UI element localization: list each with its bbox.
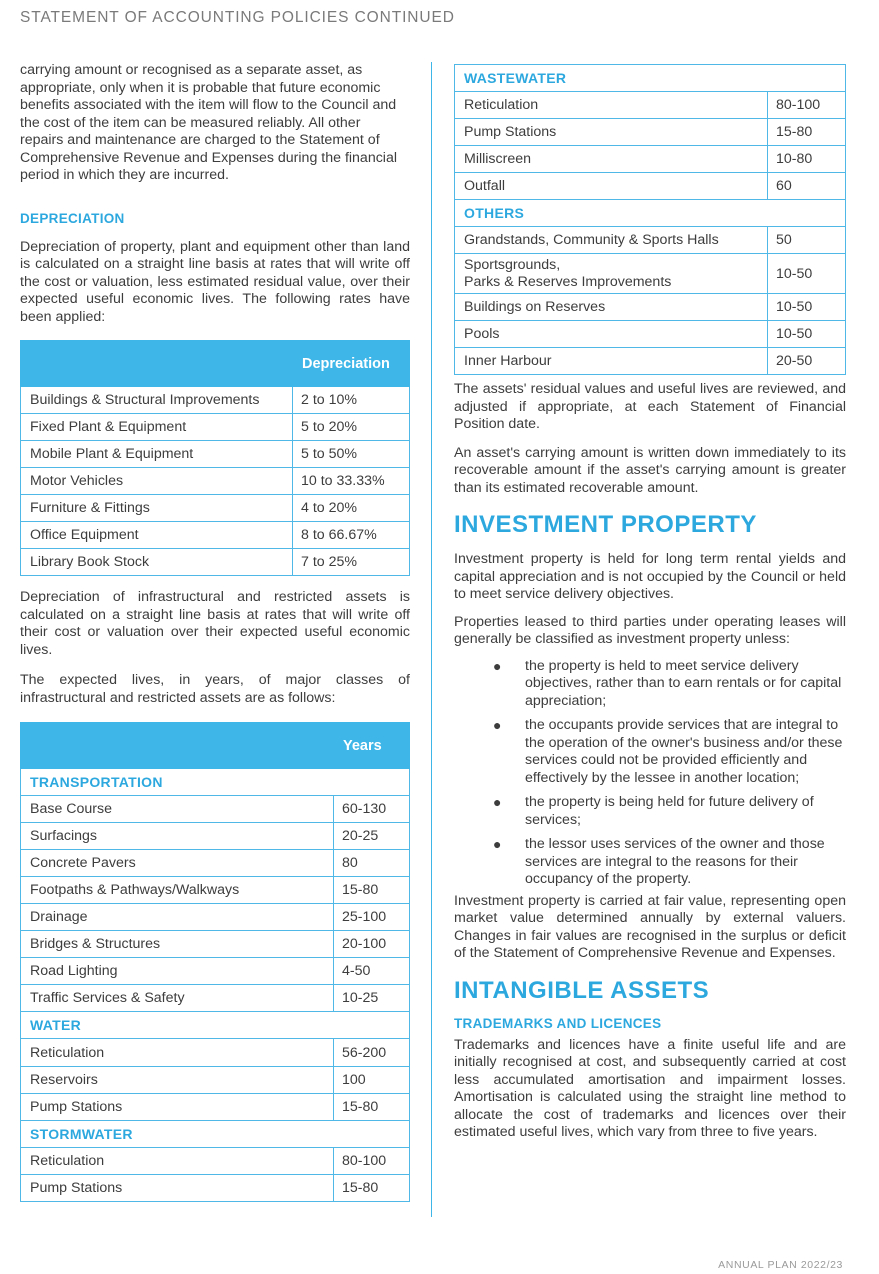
bullet-icon: ● [493,836,502,852]
row-label: Motor Vehicles [21,468,293,495]
row-value: 10-25 [334,985,410,1012]
row-label: Base Course [21,796,334,823]
table-row [21,931,410,958]
row-label: Pump Stations [21,1175,334,1202]
section-label: WASTEWATER [455,65,846,92]
row-value: 10-80 [768,146,846,173]
section-label: STORMWATER [21,1121,410,1148]
row-value: 50 [768,227,846,254]
page-footer: ANNUAL PLAN 2022/23 [718,1259,843,1271]
section-row-water [21,1012,410,1039]
row-value: 15-80 [334,1094,410,1121]
row-label: Reticulation [21,1148,334,1175]
table-header-row [21,341,410,387]
table-row [455,254,846,294]
row-label: Fixed Plant & Equipment [21,414,293,441]
depreciation-heading: DEPRECIATION [20,210,125,226]
row-value: 15-80 [768,119,846,146]
row-label: Office Equipment [21,522,293,549]
table-header-blank [21,723,334,769]
section-row-wastewater [455,65,846,92]
table-row [455,348,846,375]
list-item [454,717,846,787]
row-label: Buildings on Reserves [455,294,768,321]
row-value: 2 to 10% [293,387,410,414]
row-value: 80 [334,850,410,877]
intro-paragraph: carrying amount or recognised as a separate asset, as appropriate, only when it is probable that future economic benefits associated with the item will flow to the Council and the cost of the item can be measured reliably. All other repairs and maintenance are charged to the Statement of Comprehensive Revenue and Expenses during the financial period in which they are incurred. [20,62,397,183]
table-row [21,1039,410,1067]
table-header-row [21,723,410,769]
row-value: 5 to 20% [293,414,410,441]
table-row [21,1094,410,1121]
section-row-stormwater [21,1121,410,1148]
list-item [454,658,846,711]
row-value: 100 [334,1067,410,1094]
investment-paragraph-3: Investment property is carried at fair value, representing open market value determined annually by external valuers. Changes in fair values are recognised in the surplus or deficit of the Statement of Comprehensive Revenue and Expenses. [454,892,846,961]
depreciation-rates-table [20,340,410,576]
left-column [20,62,410,1202]
row-label: Surfacings [21,823,334,850]
table-row [455,92,846,119]
row-value: 4 to 20% [293,495,410,522]
table-row [21,823,410,850]
row-label: Concrete Pavers [21,850,334,877]
row-value: 10-50 [768,294,846,321]
row-label: Drainage [21,904,334,931]
table-row [21,904,410,931]
table-row [21,796,410,823]
row-label: Milliscreen [455,146,768,173]
row-value: 20-25 [334,823,410,850]
row-label: Reservoirs [21,1067,334,1094]
section-row-others [455,200,846,227]
row-value: 10-50 [768,254,846,294]
list-item [454,794,846,829]
list-item-text: the property is being held for future delivery of services; [525,794,814,828]
row-value: 10-50 [768,321,846,348]
row-value: 60-130 [334,796,410,823]
trademarks-paragraph: Trademarks and licences have a finite useful life and are initially recognised at cost, and subsequently carried at cost less accumulated amortisation and impairment losses. Amortisation is calculated using the straight line method to allocate the cost of trademarks and licences over their estimated useful lives, which vary from three to five years. [454,1036,846,1140]
row-value: 25-100 [334,904,410,931]
expected-lives-table-continued [454,64,846,375]
row-label: Inner Harbour [455,348,768,375]
intangible-assets-heading: INTANGIBLE ASSETS [454,976,710,1004]
row-label: Buildings & Structural Improvements [21,387,293,414]
expected-lives-table [20,722,410,1202]
row-label: Bridges & Structures [21,931,334,958]
row-value: 7 to 25% [293,549,410,576]
list-item [454,836,846,889]
table-row [21,549,410,576]
table-row [21,985,410,1012]
row-value: 8 to 66.67% [293,522,410,549]
row-label: Mobile Plant & Equipment [21,441,293,468]
investment-property-heading: INVESTMENT PROPERTY [454,511,757,538]
row-value: 56-200 [334,1039,410,1067]
trademarks-heading: TRADEMARKS AND LICENCES [454,1015,662,1031]
row-label: Outfall [455,173,768,200]
list-item-text: the property is held to meet service delivery objectives, rather than to earn rentals or for capital appreciation; [525,657,842,709]
expected-lives-paragraph: The expected lives, in years, of major classes of infrastructural and restricted assets are as follows: [20,672,410,706]
bullet-icon: ● [493,717,502,733]
section-label: WATER [21,1012,410,1039]
investment-conditions-list [454,658,846,889]
row-value: 60 [768,173,846,200]
table-row [21,441,410,468]
bullet-icon: ● [493,657,502,674]
row-label-line2: Parks & Reserves Improvements [464,273,672,290]
table-row [455,173,846,200]
column-divider [431,62,432,1217]
table-header-blank [21,341,293,387]
row-value: 20-100 [334,931,410,958]
bullet-icon: ● [493,794,502,810]
table-row [21,468,410,495]
row-value: 20-50 [768,348,846,375]
row-label: Grandstands, Community & Sports Halls [455,227,768,254]
table-row [21,387,410,414]
row-value: 80-100 [334,1148,410,1175]
infrastructure-paragraph: Depreciation of infrastructural and restricted assets is calculated on a straight line basis at rates that will write off their cost or valuation over their expected useful economic lives. [20,589,410,658]
table-row [455,321,846,348]
table-row [455,227,846,254]
row-value: 10 to 33.33% [293,468,410,495]
table-row [455,119,846,146]
row-value: 15-80 [334,1175,410,1202]
carrying-amount-paragraph: An asset's carrying amount is written down immediately to its recoverable amount if the asset's carrying amount is greater than its estimated recoverable amount. [454,444,846,496]
right-column [454,64,846,1142]
row-value: 5 to 50% [293,441,410,468]
row-label: Road Lighting [21,958,334,985]
table-row [21,1148,410,1175]
page-header: STATEMENT OF ACCOUNTING POLICIES CONTINUED [20,9,455,26]
row-label: Pump Stations [455,119,768,146]
row-label: Pools [455,321,768,348]
row-label: Library Book Stock [21,549,293,576]
table-row [455,146,846,173]
row-value: 15-80 [334,877,410,904]
table-header-years: Years [334,723,410,769]
investment-paragraph-1: Investment property is held for long term rental yields and capital appreciation and is not occupied by the Council or held to meet service delivery objectives. [454,551,846,602]
row-label-line1: Sportsgrounds, [464,256,561,273]
row-label: Pump Stations [21,1094,334,1121]
row-label: Reticulation [21,1039,334,1067]
row-label: Reticulation [455,92,768,119]
table-header-depreciation: Depreciation [293,341,410,387]
table-row [21,958,410,985]
row-value: 4-50 [334,958,410,985]
list-item-text: the lessor uses services of the owner and those services are integral to the reasons for their occupancy of the property. [525,836,825,887]
row-label: Footpaths & Pathways/Walkways [21,877,334,904]
row-label: Traffic Services & Safety [21,985,334,1012]
table-row [21,1067,410,1094]
list-item-text: the occupants provide services that are integral to the operation of the owner's business and/or these services could not be provided efficiently and effectively by the lessee in another location; [525,717,843,786]
row-label: Furniture & Fittings [21,495,293,522]
investment-paragraph-2: Properties leased to third parties under operating leases will generally be classified as investment property unless: [454,613,846,647]
residual-values-paragraph: The assets' residual values and useful lives are reviewed, and adjusted if appropriate, at each Statement of Financial Position date. [454,381,846,432]
table-row [21,522,410,549]
row-value: 80-100 [768,92,846,119]
table-row [455,294,846,321]
depreciation-paragraph: Depreciation of property, plant and equipment other than land is calculated on a straight line basis at rates that will write off the cost or valuation, less estimated residual value, over their expected useful economic lives. The following rates have been applied: [20,238,410,325]
section-label: OTHERS [455,200,846,227]
table-row [21,414,410,441]
table-row [21,495,410,522]
table-row [21,850,410,877]
table-row [21,1175,410,1202]
row-label [455,254,768,294]
section-row-transportation [21,769,410,796]
table-row [21,877,410,904]
section-label: TRANSPORTATION [21,769,410,796]
